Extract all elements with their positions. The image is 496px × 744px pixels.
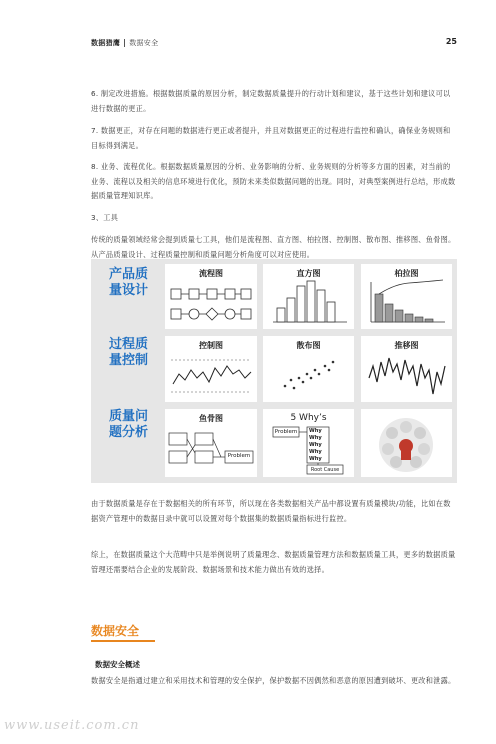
paragraph-tools: 传统的质量领域经常会提到质量七工具，他们是流程图、直方图、柏拉图、控制图、散布图、推移图、鱼骨图。从产品质量设计、过程质量控制和质量问题分析角度可以对应使用。 [91, 235, 456, 259]
histogram-title: 直方图 [296, 269, 321, 278]
paragraph-step-6: 6. 制定改进措施。根据数据质量的原因分析，制定数据质量提升的行动计划和建议，基于这些计划和建议可以进行数据的更正。 [91, 89, 451, 113]
panel-control-chart [165, 336, 257, 402]
page-header [91, 36, 457, 50]
row-label-analysis: 质量问题分析 [109, 409, 149, 440]
fishbone-problem-label: Problem [227, 453, 251, 459]
puzzle-figures-image [361, 409, 452, 477]
histogram-diagram [263, 264, 354, 329]
five-whys-problem-label: Problem [274, 429, 298, 435]
paragraph-tools-heading: 3、工具 [91, 213, 119, 222]
trend-diagram [361, 336, 452, 402]
panel-pareto [361, 264, 452, 329]
panel-flowchart [165, 264, 257, 329]
header-chapter: 数据猎鹰 [91, 39, 121, 47]
pareto-title: 柏拉图 [394, 269, 419, 278]
subsection-heading: 数据安全概述 [95, 660, 140, 669]
flowchart-diagram [165, 264, 257, 329]
why-item: Why [309, 456, 322, 462]
why-item: Why [309, 435, 322, 441]
header-separator [124, 39, 125, 47]
pareto-diagram [361, 264, 452, 329]
section-title: 数据安全 [91, 624, 140, 638]
flowchart-title: 流程图 [199, 269, 223, 278]
header-chapter-line [91, 38, 158, 48]
watermark-text: www.useit.com.cn [4, 718, 140, 733]
paragraph-step-7: 7. 数据更正，对存在问题的数据进行更正或者提升，并且对数据更正的过程进行监控和确认，确保业务规则和目标得到满足。 [91, 126, 451, 150]
row-label-design: 产品质量设计 [109, 267, 149, 298]
scatter-title: 散布图 [296, 341, 321, 350]
row-label-control: 过程质量控制 [109, 337, 149, 368]
page-number: 25 [445, 37, 457, 46]
quality-tools-figure [91, 259, 457, 483]
five-whys-title: 5 Why’s [290, 413, 327, 423]
panel-histogram [263, 264, 354, 329]
why-item: Why [309, 442, 322, 448]
header-section: 数据安全 [129, 39, 159, 47]
five-whys-root-cause: Root Cause [310, 466, 340, 473]
panel-five-whys [263, 409, 354, 477]
paragraph-quality-modules: 由于数据质量是存在于数据相关的所有环节，所以现在各类数据相关产品中都设置有质量模块/功能，比如在数据资产管理中的数据目录中就可以设置对每个数据集的数据质量指标进行监控。 [91, 499, 451, 523]
panel-puzzle-image [361, 409, 452, 477]
section-title-underline [91, 640, 155, 642]
panel-trend [361, 336, 452, 402]
fishbone-diagram [165, 409, 257, 477]
five-whys-list [309, 428, 322, 463]
scatter-diagram [263, 336, 354, 402]
paragraph-step-8: 8. 业务、流程优化。根据数据质量原因的分析、业务影响的分析、业务规则的分析等多方面的因素，对当前的业务、流程以及相关的信息环境进行优化，预防未来类似数据问题的出现。同时，对典型案例进行总结，形成数据质量管理知识库。 [91, 162, 456, 200]
panel-fishbone [165, 409, 257, 477]
why-item: Why [309, 449, 322, 455]
control-chart-diagram [165, 336, 257, 402]
paragraph-data-security: 数据安全是指通过建立和采用技术和管理的安全保护，保护数据不因偶然和恶意的原因遭到破坏、更改和泄露。 [91, 676, 456, 685]
trend-title: 推移图 [394, 341, 419, 350]
why-item: Why [309, 428, 322, 434]
panel-scatter [263, 336, 354, 402]
paragraph-summary: 综上，在数据质量这个大范畴中只是举例说明了质量理念、数据质量管理方法和数据质量工具，更多的数据质量管理还需要结合企业的发展阶段、数据场景和技术能力做出有效的选择。 [91, 550, 456, 574]
control-chart-title: 控制图 [199, 341, 223, 350]
fishbone-title: 鱼骨图 [199, 414, 223, 423]
